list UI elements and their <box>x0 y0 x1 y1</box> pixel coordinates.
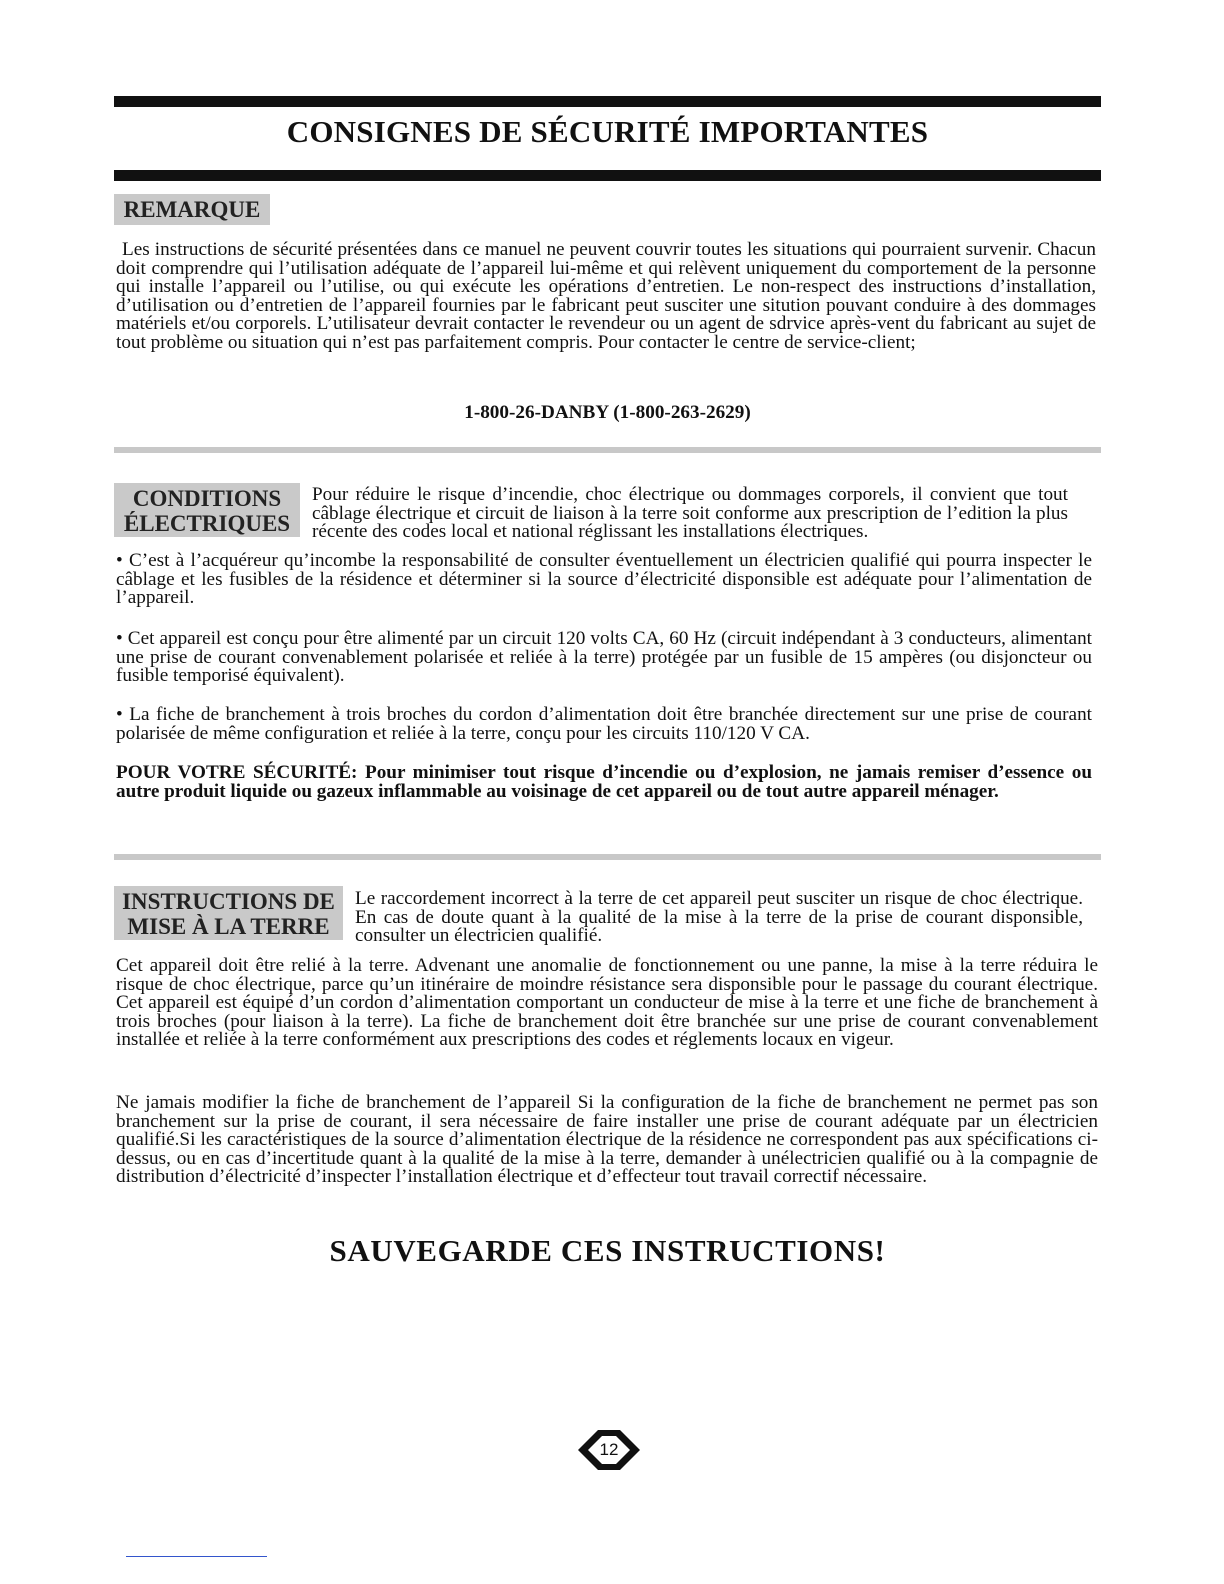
conditions-bullet-3: • La fiche de branchement à trois broches du cordon d’alimentation doit être branchée directement sur une prise de courant polarisée de même configuration et reliée à la terre, conçu pour les circuits 110/120 V CA. <box>116 704 1092 744</box>
terre-label-line1: INSTRUCTIONS DE <box>122 889 335 914</box>
page-title: CONSIGNES DE SÉCURITÉ IMPORTANTES <box>286 114 929 149</box>
remarque-label: REMARQUE <box>114 194 270 225</box>
closing-headline: SAUVEGARDE CES INSTRUCTIONS! <box>329 1233 886 1268</box>
footer-link-underline <box>126 1556 267 1557</box>
conditions-intro: Pour réduire le risque d’incendie, choc électrique ou dommages corporels, il convient que tout câblage électrique et circuit de liaison à la terre soit conforme aux prescription de l’edition la plus récente des codes local et national réglissant les installations électriques. <box>312 484 1068 543</box>
terre-intro: Le raccordement incorrect à la terre de cet appareil peut susciter un risque de choc électrique. En cas de doute quant à la qualité de la mise à la terre de la prise de courant disponsible, consulter un électricien qualifié. <box>355 888 1083 947</box>
page-number-badge <box>576 1428 642 1472</box>
service-phone-number: 1-800-26-DANBY (1-800-263-2629) <box>464 402 751 423</box>
remarque-text: Les instructions de sécurité présentées dans ce manuel ne peuvent couvrir toutes les situations qui pourraient survenir. Chacun doit comprendre qui l’utilisation adéquate de l’appareil lui-même et qui relèvent uniquement du comportement de la personne qui installe l’appareil ou l’utilise, ou qui exécute les opérations d’entretien. Le non-respect des instructions d’installation, d’utilisation ou d’entretien de l’appareil fournies par le fabricant peut susciter une sitution pouvant conduire à des dommages matériels et/ou corporels. L’utilisateur devrait contacter le revendeur ou un agent de sdrvice après-vent du fabricant au sujet de tout problème ou situation qui n’est pas parfaitement compris. Pour contacter le centre de service-client; <box>116 239 1096 353</box>
title-underline-rule <box>114 170 1101 181</box>
mise-a-la-terre-label <box>114 886 343 940</box>
conditions-label-line2: ÉLECTRIQUES <box>123 511 291 536</box>
conditions-bullet-1: • C’est à l’acquéreur qu’incombe la responsabilité de consulter éventuellement un électricien qualifié qui pourra inspecter le câblage et les fusibles de la résidence et déterminer si la source d’électricité disponsible est adéquate pour l’alimentation de l’appareil. <box>116 550 1092 609</box>
safety-warning: POUR VOTRE SÉCURITÉ: Pour minimiser tout risque d’incendie ou d’explosion, ne jamais remiser d’essence ou autre produit liquide ou gazeux inflammable au voisinage de cet appareil ou de tout autre appareil ménager. <box>116 762 1092 802</box>
conditions-electriques-label <box>114 483 300 537</box>
terre-label-line2: MISE À LA TERRE <box>127 914 330 939</box>
section-divider-1 <box>114 447 1101 453</box>
terre-paragraph-1: Cet appareil doit être relié à la terre. Advenant une anomalie de fonctionnement ou une panne, la mise à la terre réduira le risque de choc électrique, parce qu’un itinéraire de moindre résistance sera disponsible pour le passage du courant électrique. Cet appareil est équipé d’un cordon d’alimentation comportant un conducteur de mise à la terre et une fiche de branchement à trois broches (pour liaison à la terre). La fiche de branchement doit être branchée sur une prise de courant convenablement installée et reliée à la terre conformément aux prescriptions des codes et réglements locaux en vigeur. <box>116 955 1098 1051</box>
top-rule <box>114 96 1101 107</box>
conditions-bullet-2: • Cet appareil est conçu pour être alimenté par un circuit 120 volts CA, 60 Hz (circuit indépendant à 3 conducteurs, alimentant une prise de courant convenablement polarisée et reliée à la terre) protégée par un fusible de 15 ampères (ou disjoncteur ou fusible temporisé équivalent). <box>116 628 1092 687</box>
section-divider-2 <box>114 854 1101 860</box>
conditions-label-line1: CONDITIONS <box>132 486 282 511</box>
page-number: 12 <box>599 1440 619 1459</box>
terre-paragraph-2: Ne jamais modifier la fiche de branchement de l’appareil Si la configuration de la fiche de branchement ne permet pas son branchement sur la prise de courant, il sera nécessaire de faire installer une prise de courant adéquate par un électricien qualifié.Si les caractéristiques de la source d’alimentation électrique de la résidence ne correspondent pas aux spécifications ci-dessus, ou en cas d’incertitude quant à la qualité de la mise à la terre, demander à unélectricien qualifié ou à la compagnie de distribution d’électricité d’inspecter l’installation électrique et d’effecteur tout travail correctif nécessaire. <box>116 1092 1098 1188</box>
